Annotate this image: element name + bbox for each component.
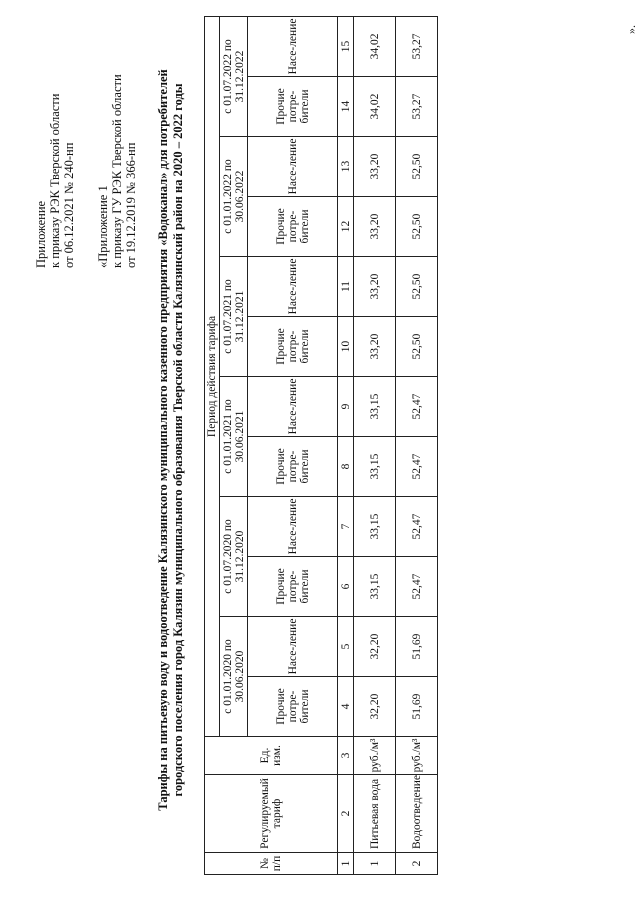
col-number: 2 (338, 775, 354, 853)
sub-other-header: Прочие потре-бители (248, 317, 338, 377)
col-number: 9 (338, 377, 354, 437)
col-number: 4 (338, 677, 354, 737)
tariff-value: 33,20 (354, 257, 396, 317)
col-num-header: № п/п (205, 853, 338, 875)
tariff-value: 52,47 (396, 377, 438, 437)
sub-pop-header: Насе-ление (248, 137, 338, 197)
col-number: 6 (338, 557, 354, 617)
tariff-value: 52,47 (396, 497, 438, 557)
appendix1-header (96, 74, 138, 268)
tariff-value: 53,27 (396, 77, 438, 137)
sub-other-header: Прочие потре-бители (248, 677, 338, 737)
tariff-value: 53,27 (396, 16, 438, 76)
col-number: 7 (338, 497, 354, 557)
row-num: 1 (354, 853, 396, 875)
tariff-value: 52,50 (396, 317, 438, 377)
tariff-value: 33,20 (354, 137, 396, 197)
table-row (354, 16, 396, 874)
row-unit: руб./м³ (396, 737, 438, 775)
sub-other-header: Прочие потре-бители (248, 77, 338, 137)
tariff-value: 34,02 (354, 16, 396, 76)
period-header-cell: с 01.01.2022 по 30.06.2022 (220, 137, 248, 257)
tariff-value: 52,50 (396, 257, 438, 317)
appendix1-line: к приказу ГУ РЭК Тверской области (110, 74, 124, 268)
period-header-cell: с 01.01.2020 по 30.06.2020 (220, 617, 248, 737)
sub-pop-header: Насе-ление (248, 257, 338, 317)
row-name: Водоотведение (396, 775, 438, 853)
appendix1-line: «Приложение 1 (96, 185, 110, 268)
tariff-value: 52,47 (396, 557, 438, 617)
sub-pop-header: Насе-ление (248, 497, 338, 557)
tariff-value: 33,20 (354, 317, 396, 377)
period-header-cell: с 01.07.2021 по 31.12.2021 (220, 257, 248, 377)
sub-other-header: Прочие потре-бители (248, 557, 338, 617)
col-number: 15 (338, 16, 354, 76)
appendix-line: Приложение (34, 200, 48, 268)
col-number: 3 (338, 737, 354, 775)
sub-pop-header: Насе-ление (248, 16, 338, 76)
sub-other-header: Прочие потре-бители (248, 197, 338, 257)
tariff-value: 34,02 (354, 77, 396, 137)
document-title (156, 0, 186, 880)
tariff-value: 32,20 (354, 617, 396, 677)
appendix1-line: от 19.12.2019 № 366-нп (124, 142, 138, 268)
tariff-value: 52,47 (396, 437, 438, 497)
col-number: 13 (338, 137, 354, 197)
sub-pop-header: Насе-ление (248, 617, 338, 677)
period-header-cell: с 01.07.2020 по 31.12.2020 (220, 497, 248, 617)
tariff-value: 51,69 (396, 617, 438, 677)
title-line: Тарифы на питьевую воду и водоотведение Калязинского муниципального казенного предприятия «Водоканал» для потребителей (156, 69, 170, 811)
col-number: 8 (338, 437, 354, 497)
tariff-value: 33,15 (354, 377, 396, 437)
period-header-cell: с 01.01.2021 по 30.06.2021 (220, 377, 248, 497)
row-unit: руб./м³ (354, 737, 396, 775)
tariff-value: 33,15 (354, 557, 396, 617)
title-line: городского поселения город Калязин муниципального образования Тверской области Калязинский район на 2020 – 2022 годы (171, 83, 185, 797)
sub-pop-header: Насе-ление (248, 377, 338, 437)
tariff-value: 33,15 (354, 437, 396, 497)
row-num: 2 (396, 853, 438, 875)
appendix-line: от 06.12.2021 № 240-нп (62, 142, 76, 268)
tariff-value: 33,20 (354, 197, 396, 257)
row-name: Питьевая вода (354, 775, 396, 853)
period-header-cell: с 01.07.2022 по 31.12.2022 (220, 16, 248, 136)
col-number: 10 (338, 317, 354, 377)
col-number: 1 (338, 853, 354, 875)
col-number: 5 (338, 617, 354, 677)
closing-quote: ». (624, 25, 638, 34)
tariff-value: 51,69 (396, 677, 438, 737)
appendix-line: к приказу РЭК Тверской области (48, 93, 62, 268)
tariff-value: 52,50 (396, 137, 438, 197)
table-row (396, 16, 438, 874)
tariff-table (204, 16, 438, 875)
col-tariff-header: Регулируемый тариф (205, 775, 338, 853)
sub-other-header: Прочие потре-бители (248, 437, 338, 497)
col-number: 11 (338, 257, 354, 317)
tariff-value: 33,15 (354, 497, 396, 557)
period-header: Период действия тарифа (205, 16, 220, 736)
tariff-value: 52,50 (396, 197, 438, 257)
col-unit-header: Ед. изм. (205, 737, 338, 775)
tariff-value: 32,20 (354, 677, 396, 737)
col-number: 14 (338, 77, 354, 137)
col-number: 12 (338, 197, 354, 257)
appendix-header (34, 94, 76, 268)
